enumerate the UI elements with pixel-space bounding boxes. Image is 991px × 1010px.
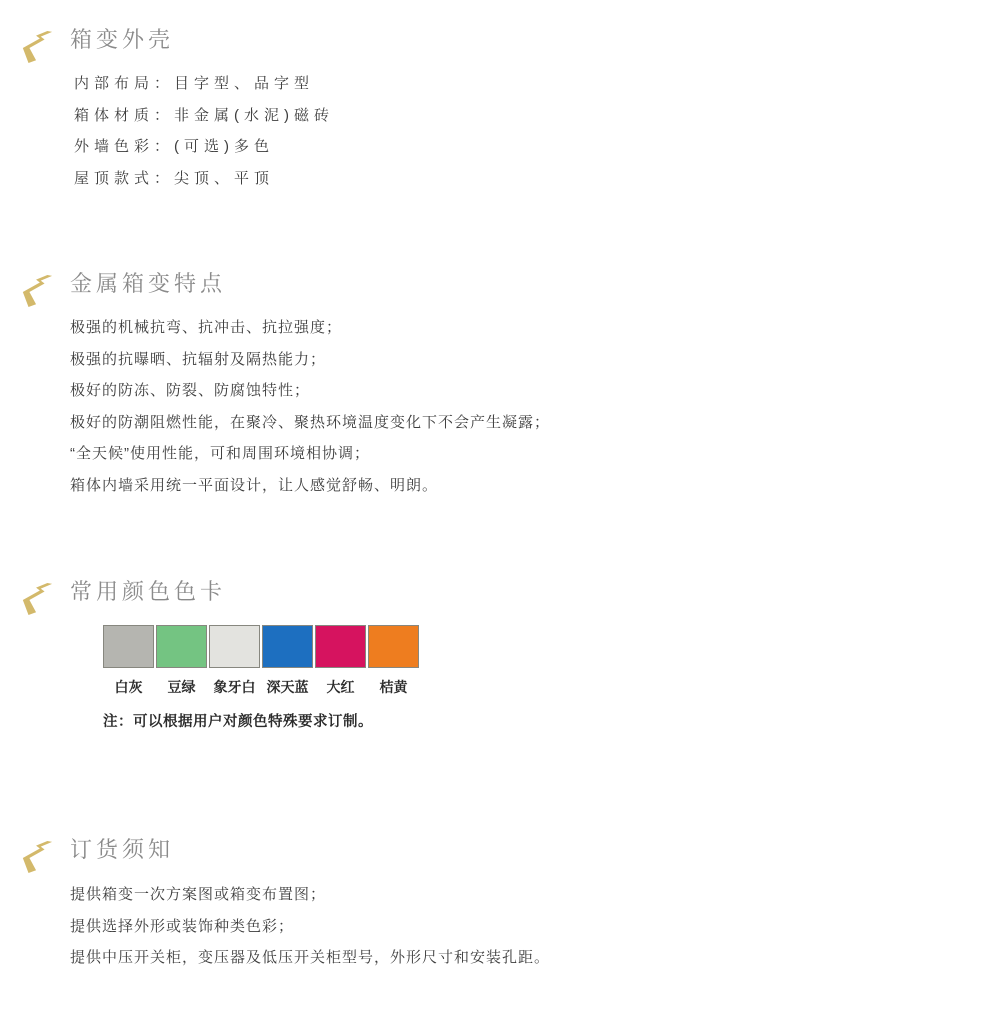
gold-swoosh-icon bbox=[20, 582, 54, 616]
section-title: 箱变外壳 bbox=[70, 27, 175, 52]
color-swatch-bean-green bbox=[156, 625, 207, 668]
section-title: 常用颜色色卡 bbox=[70, 579, 227, 604]
color-card-note: 注：可以根据用户对颜色特殊要求订制。 bbox=[103, 714, 373, 730]
gold-swoosh-icon bbox=[20, 30, 54, 64]
body-line: “全天候”使用性能，可和周围环境相协调； bbox=[70, 445, 370, 462]
section-body-shell bbox=[74, 68, 334, 194]
swatch-label: 深天蓝 bbox=[266, 679, 309, 695]
color-swatch-orange bbox=[368, 625, 419, 668]
swatch-label-row bbox=[103, 677, 419, 697]
color-swatch-white-gray bbox=[103, 625, 154, 668]
body-line: 极强的抗曝晒、抗辐射及隔热能力； bbox=[70, 350, 327, 368]
body-line: 内部布局：目字型、品字型 bbox=[74, 75, 315, 92]
body-line: 极好的防冻、防裂、防腐蚀特性； bbox=[70, 382, 311, 399]
body-line: 箱体材质：非金属(水泥)磁砖 bbox=[74, 106, 334, 124]
body-line: 提供中压开关柜，变压器及低压开关柜型号，外形尺寸和安装孔距。 bbox=[70, 949, 551, 966]
color-swatch-big-red bbox=[315, 625, 366, 668]
body-line: 极好的防潮阻燃性能，在聚冷、聚热环境温度变化下不会产生凝露； bbox=[70, 413, 551, 431]
section-header-colors bbox=[20, 574, 226, 616]
section-header-ordering bbox=[20, 832, 174, 874]
gold-swoosh-icon bbox=[20, 274, 54, 308]
body-line: 箱体内墙采用统一平面设计，让人感觉舒畅、明朗。 bbox=[70, 476, 439, 494]
body-line: 提供选择外形或装饰种类色彩； bbox=[70, 917, 295, 935]
body-line: 外墙色彩：(可选)多色 bbox=[74, 138, 274, 155]
swatch-label: 白灰 bbox=[114, 679, 143, 695]
color-card bbox=[103, 625, 419, 731]
swatch-label: 大红 bbox=[326, 679, 355, 695]
swatch-label: 象牙白 bbox=[213, 679, 256, 695]
body-line: 提供箱变一次方案图或箱变布置图； bbox=[70, 886, 327, 903]
swatch-row bbox=[103, 625, 419, 668]
color-swatch-ivory-white bbox=[209, 625, 260, 668]
section-title: 订货须知 bbox=[70, 837, 175, 862]
body-line: 极强的机械抗弯、抗冲击、抗拉强度； bbox=[70, 319, 343, 336]
section-body-ordering bbox=[70, 879, 550, 974]
swatch-label: 豆绿 bbox=[167, 679, 196, 695]
swatch-label: 桔黄 bbox=[379, 679, 408, 695]
color-swatch-deep-sky-blue bbox=[262, 625, 313, 668]
section-header-features bbox=[20, 266, 226, 308]
section-title: 金属箱变特点 bbox=[70, 271, 227, 296]
section-body-features bbox=[70, 312, 550, 501]
gold-swoosh-icon bbox=[20, 840, 54, 874]
body-line: 屋顶款式：尖顶、平顶 bbox=[74, 169, 275, 187]
section-header-shell bbox=[20, 22, 174, 64]
